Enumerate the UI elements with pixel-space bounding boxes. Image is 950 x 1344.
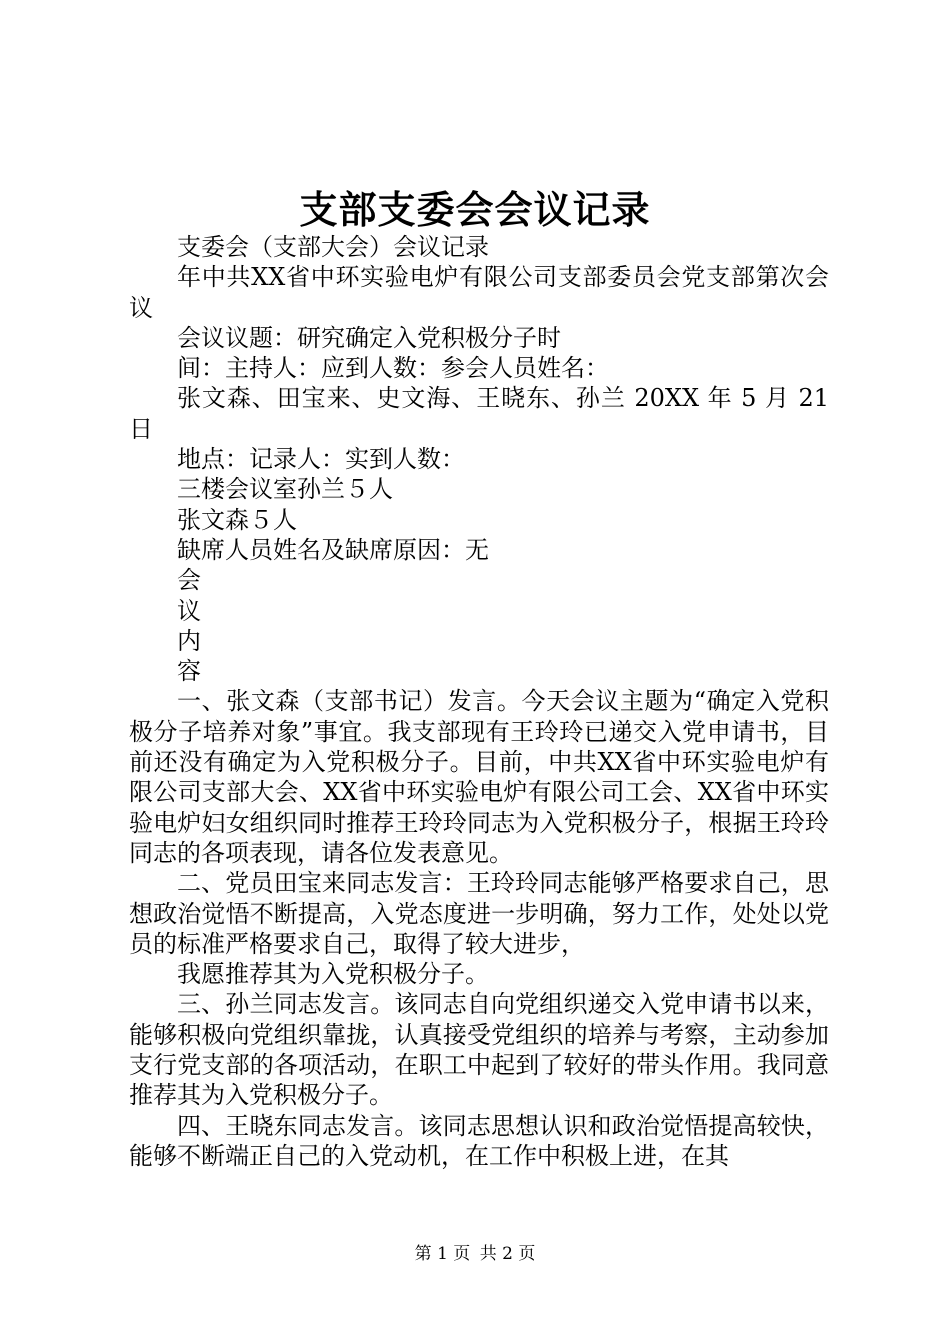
paragraph-meeting-type: 支委会（支部大会）会议记录 xyxy=(177,233,489,261)
paragraph-session-line: 年中共XX省中环实验电炉有限公司支部委员会党支部第次会议 xyxy=(129,263,829,322)
paragraph-speech-3: 三、孙兰同志发言。该同志自向党组织递交入党申请书以来，能够积极向党组织靠拢，认真接受党组织的培养与考察，主动参加支行党支部的各项活动，在职工中起到了较好的带头作用。我同意推荐其为入党积极分子。 xyxy=(129,990,829,1110)
page-title: 支部支委会会议记录 xyxy=(299,187,651,232)
paragraph-speech-2: 二、党员田宝来同志发言：王玲玲同志能够严格要求自己，思想政治觉悟不断提高，入党态度进一步明确，努力工作，处处以党员的标准严格要求自己，取得了较大进步， xyxy=(129,869,829,958)
document-body xyxy=(129,232,829,1171)
page-footer xyxy=(0,1243,950,1265)
paragraph-content-label-1: 会 xyxy=(177,566,201,595)
paragraph-attendance-labels: 间：主持人：应到人数：参会人员姓名： xyxy=(177,354,609,383)
page-total: 共 2 页 xyxy=(479,1244,536,1264)
paragraph-absentees: 缺席人员姓名及缺席原因：无 xyxy=(177,535,489,564)
paragraph-content-label-3: 内 xyxy=(177,626,201,655)
paragraph-attendee-names: 张文森、田宝来、史文海、王晓东、孙兰 20XX 年 5 月 21 日 xyxy=(129,384,829,443)
paragraph-host-values: 张文森５人 xyxy=(177,505,297,534)
paragraph-location-labels: 地点：记录人：实到人数： xyxy=(177,445,465,474)
paragraph-location-values: 三楼会议室孙兰５人 xyxy=(177,475,393,504)
paragraph-content-label-4: 容 xyxy=(177,657,201,686)
paragraph-speech-2-conclusion: 我愿推荐其为入党积极分子。 xyxy=(177,960,489,989)
page-number: 第 1 页 xyxy=(414,1244,471,1264)
paragraph-speech-1: 一、张文森（支部书记）发言。今天会议主题为“确定入党积极分子培养对象”事宜。我支部现有王玲玲已递交入党申请书，目前还没有确定为入党积极分子。目前，中共XX省中环实验电炉有限公司支部大会、XX省中环实验电炉有限公司工会、XX省中环实验电炉妇女组织同时推荐王玲玲同志为入党积极分子，根据王玲玲同志的各项表现，请各位发表意见。 xyxy=(129,687,829,867)
paragraph-topic: 会议议题：研究确定入党积极分子时 xyxy=(177,323,561,352)
paragraph-content-label-2: 议 xyxy=(177,596,201,625)
paragraph-speech-4: 四、王晓东同志发言。该同志思想认识和政治觉悟提高较快，能够不断端正自己的入党动机，在工作中积极上进，在其 xyxy=(129,1111,829,1170)
